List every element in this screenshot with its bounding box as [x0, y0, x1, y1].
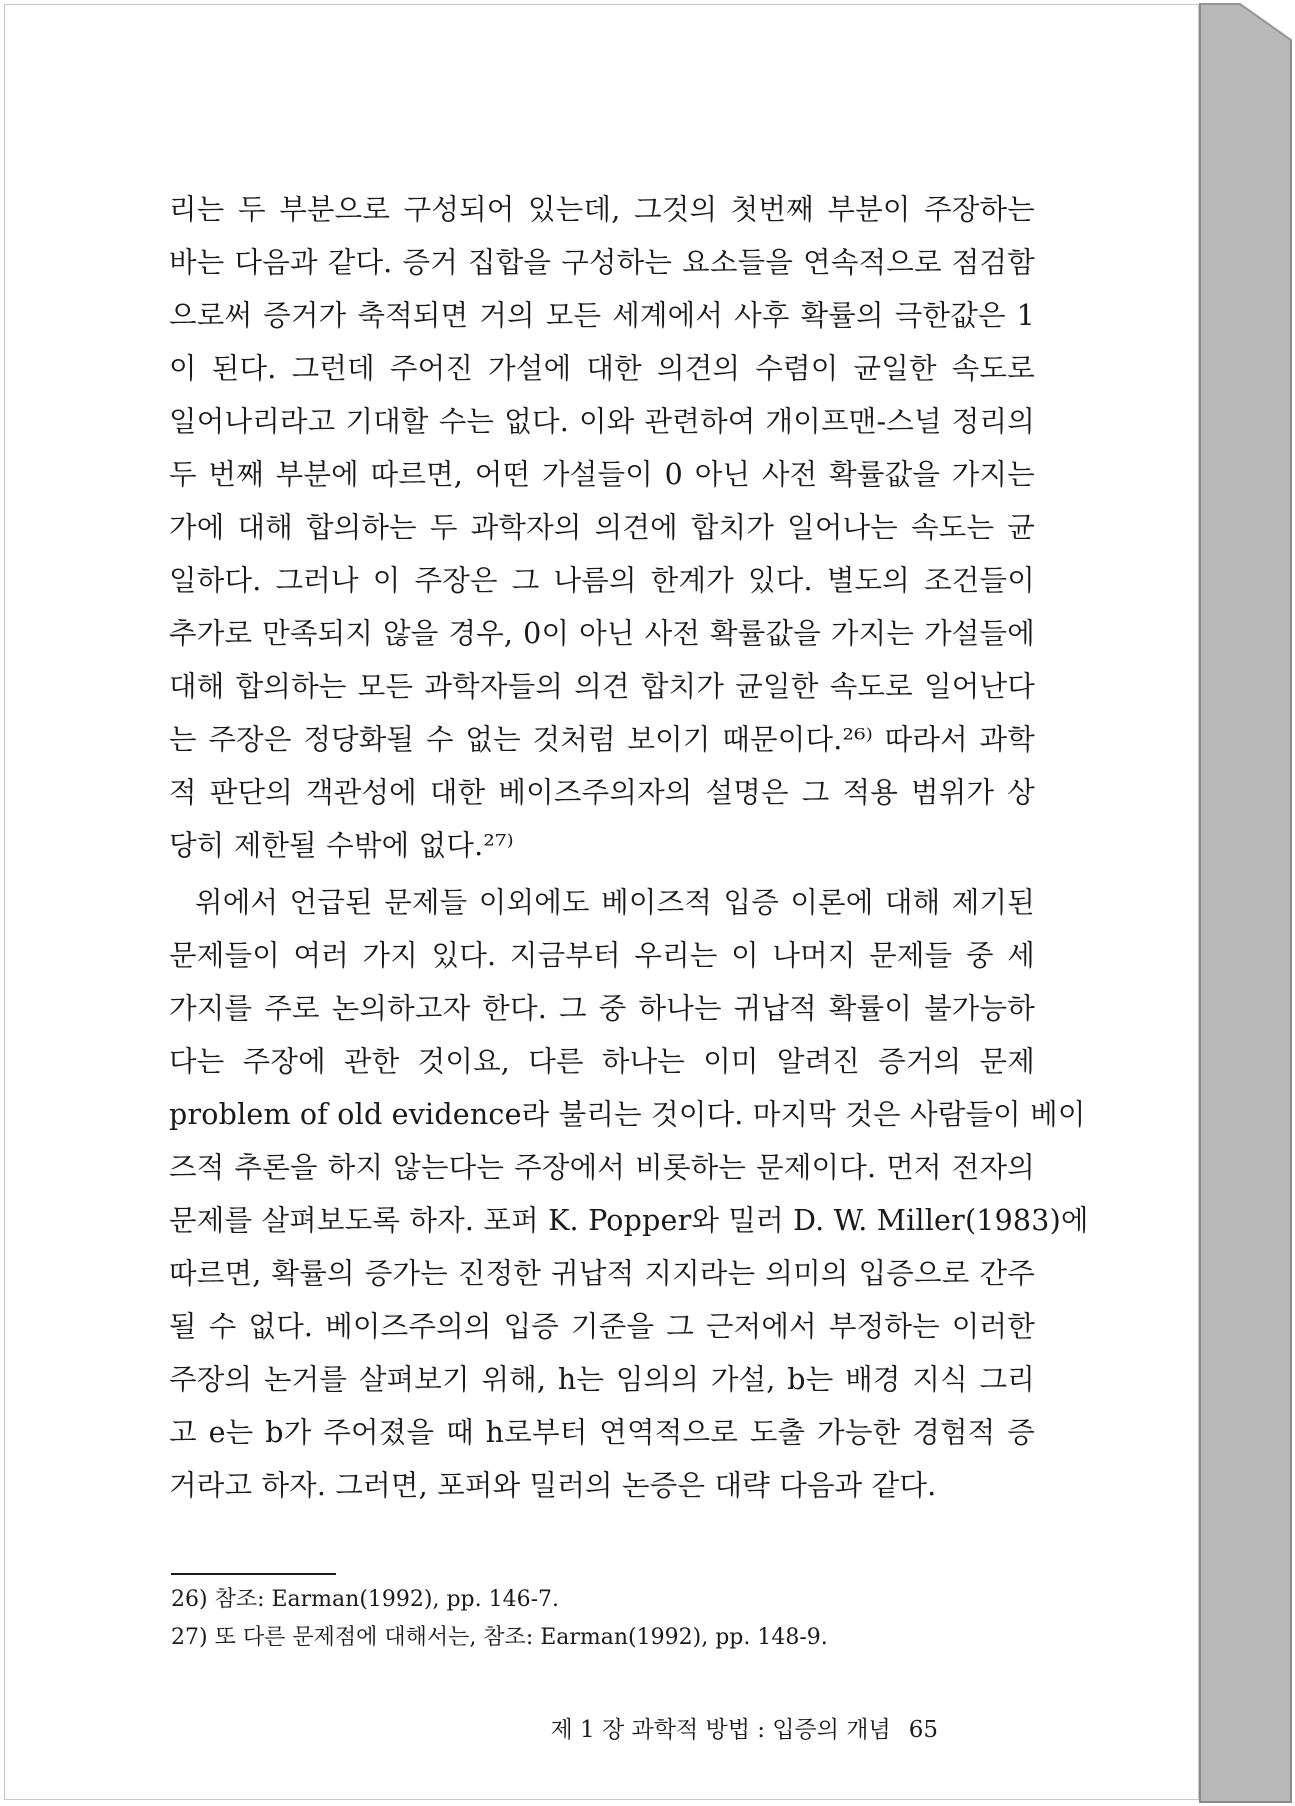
text-line: 일하다. 그러나 이 주장은 그 나름의 한계가 있다. 별도의 조건들이 [169, 564, 1035, 597]
text-line: 으로써 증거가 축적되면 거의 모든 세계에서 사후 확률의 극한값은 1 [169, 299, 1035, 332]
footnote-26: 26) 참조: Earman(1992), pp. 146-7. [171, 1587, 560, 1612]
text-line: 대해 합의하는 모든 과학자들의 의견 합치가 균일한 속도로 일어난다 [169, 670, 1035, 703]
text-line: 일어나리라고 기대할 수는 없다. 이와 관련하여 개이프맨-스널 정리의 [169, 405, 1035, 438]
text-line: 즈적 추론을 하지 않는다는 주장에서 비롯하는 문제이다. 먼저 전자의 [169, 1151, 1035, 1184]
running-footer [551, 1715, 938, 1745]
text-line: 거라고 하자. 그러면, 포퍼와 밀러의 논증은 대략 다음과 같다. [169, 1469, 937, 1502]
text-line: 될 수 없다. 베이즈주의의 입증 기준을 그 근저에서 부정하는 이러한 [169, 1310, 1035, 1343]
page-number: 65 [908, 1717, 938, 1743]
text-line: 적 판단의 객관성에 대한 베이즈주의자의 설명은 그 적용 범위가 상 [169, 776, 1035, 809]
text-line: 가에 대해 합의하는 두 과학자의 의견에 합치가 일어나는 속도는 균 [169, 511, 1035, 544]
chapter-title: 제 1 장 과학적 방법 : 입증의 개념 [550, 1717, 891, 1743]
footnote-27: 27) 또 다른 문제점에 대해서는, 참조: Earman(1992), pp. 148-9. [171, 1625, 828, 1650]
text-line: 당히 제한될 수밖에 없다.²⁷⁾ [169, 829, 514, 862]
text-line: 다는 주장에 관한 것이요, 다른 하나는 이미 알려진 증거의 문제 [169, 1045, 1035, 1078]
text-line: 따르면, 확률의 증가는 진정한 귀납적 지지라는 의미의 입증으로 간주 [169, 1257, 1035, 1290]
text-line: 바는 다음과 같다. 증거 집합을 구성하는 요소들을 연속적으로 점검함 [169, 246, 1035, 279]
text-line: 문제를 살펴보도록 하자. 포퍼 K. Popper와 밀러 D. W. Miller(1983)에 [169, 1204, 1089, 1237]
text-line: 이 된다. 그런데 주어진 가설에 대한 의견의 수렴이 균일한 속도로 [169, 352, 1035, 385]
text-line: 위에서 언급된 문제들 이외에도 베이즈적 입증 이론에 대해 제기된 [195, 886, 1035, 919]
text-line: 주장의 논거를 살펴보기 위해, h는 임의의 가설, b는 배경 지식 그리 [169, 1363, 1035, 1396]
text-line: 문제들이 여러 가지 있다. 지금부터 우리는 이 나머지 문제들 중 세 [169, 939, 1035, 972]
text-line: problem of old evidence라 불리는 것이다. 마지막 것은 사람들이 베이 [169, 1098, 1086, 1131]
book-page [4, 4, 1199, 1800]
text-line: 고 e는 b가 주어졌을 때 h로부터 연역적으로 도출 가능한 경험적 증 [169, 1416, 1035, 1449]
text-line: 가지를 주로 논의하고자 한다. 그 중 하나는 귀납적 확률이 불가능하 [169, 992, 1035, 1025]
text-line: 는 주장은 정당화될 수 없는 것처럼 보이기 때문이다.²⁶⁾ 따라서 과학 [169, 723, 1035, 756]
text-line: 추가로 만족되지 않을 경우, 0이 아닌 사전 확률값을 가지는 가설들에 [169, 617, 1035, 650]
footnote-divider [171, 1573, 336, 1575]
text-line: 리는 두 부분으로 구성되어 있는데, 그것의 첫번째 부분이 주장하는 [169, 193, 1035, 226]
text-line: 두 번째 부분에 따르면, 어떤 가설들이 0 아닌 사전 확률값을 가지는 [169, 458, 1035, 491]
